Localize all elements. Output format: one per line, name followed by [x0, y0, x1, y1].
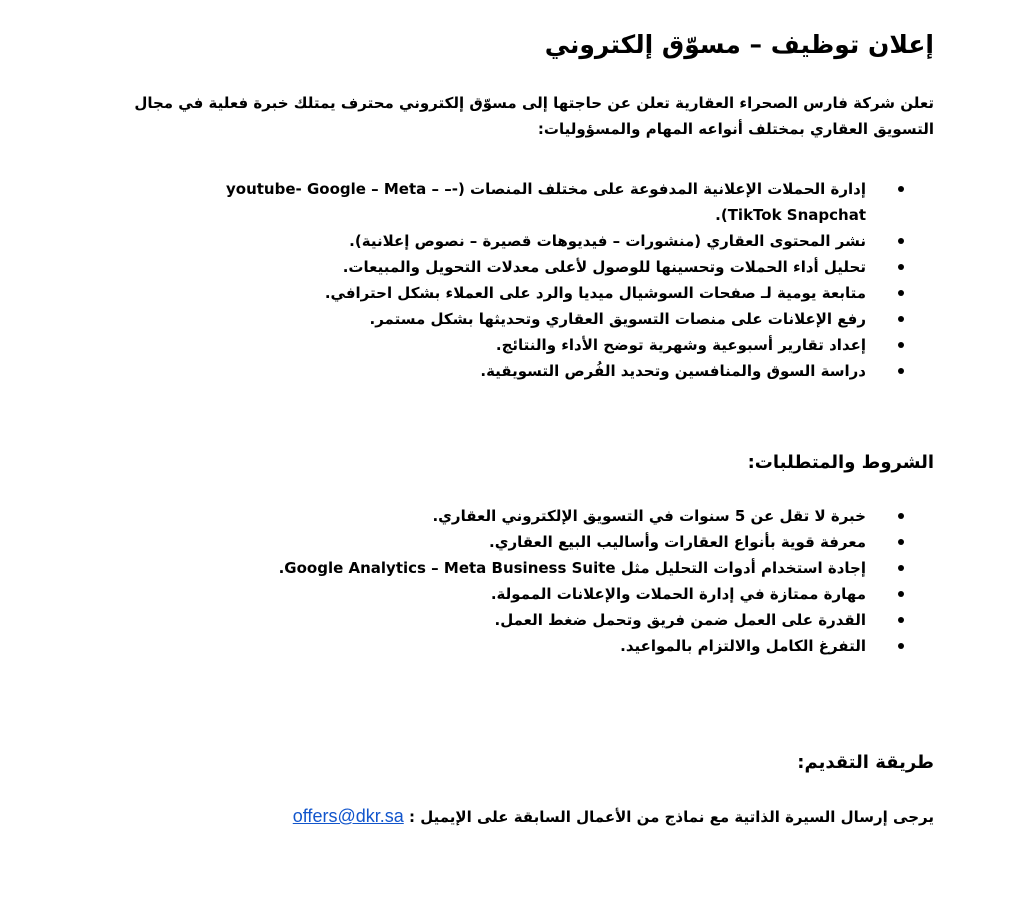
list-item — [176, 280, 904, 306]
apply-heading: طريقة التقديم: — [797, 752, 934, 773]
document-title: إعلان توظيف – مسوّق إلكتروني — [544, 30, 934, 59]
list-item — [279, 633, 904, 659]
bullet-icon — [898, 316, 904, 322]
list-item-text: متابعة يومية لـ صفحات السوشيال ميديا والرد على العملاء بشكل احترافي. — [324, 284, 866, 302]
bullet-icon — [898, 591, 904, 597]
list-item-text: خبرة لا تقل عن 5 سنوات في التسويق الإلكتروني العقاري. — [432, 507, 866, 525]
list-item-text: رفع الإعلانات على منصات التسويق العقاري وتحديثها بشكل مستمر. — [369, 310, 866, 328]
bullet-icon — [898, 643, 904, 649]
bullet-icon — [898, 186, 904, 192]
requirements-list — [279, 503, 904, 659]
list-item-text: إعداد تقارير أسبوعية وشهرية توضح الأداء والنتائج. — [495, 336, 866, 354]
list-item — [279, 555, 904, 581]
list-item-text: مهارة ممتازة في إدارة الحملات والإعلانات الممولة. — [490, 585, 866, 603]
bullet-icon — [898, 264, 904, 270]
list-item — [176, 254, 904, 280]
intro-paragraph: تعلن شركة فارس الصحراء العقارية تعلن عن حاجتها إلى مسوّق إلكتروني محترف يمتلك خبرة فعلية في مجال التسويق العقاري بمختلف أنواعه المهام والمسؤوليات: — [134, 94, 934, 138]
list-item-text: نشر المحتوى العقاري (منشورات – فيديوهات قصيرة – نصوص إعلانية). — [349, 232, 866, 250]
list-item — [176, 332, 904, 358]
tasks-list — [176, 176, 904, 384]
list-item-text: دراسة السوق والمنافسين وتحديد الفُرص التسويقية. — [480, 362, 866, 380]
requirements-heading: الشروط والمتطلبات: — [747, 452, 934, 473]
list-item — [176, 358, 904, 384]
bullet-icon — [898, 513, 904, 519]
list-item — [279, 581, 904, 607]
bullet-icon — [898, 290, 904, 296]
list-item — [279, 529, 904, 555]
list-item — [176, 176, 904, 228]
bullet-icon — [898, 617, 904, 623]
apply-paragraph — [293, 803, 934, 830]
email-link[interactable]: offers@dkr.sa — [292, 806, 404, 826]
list-item-text: التفرغ الكامل والالتزام بالمواعيد. — [620, 637, 866, 655]
bullet-icon — [898, 539, 904, 545]
bullet-icon — [898, 238, 904, 244]
list-item — [279, 607, 904, 633]
list-item-text: القدرة على العمل ضمن فريق وتحمل ضغط العمل. — [494, 611, 866, 629]
bullet-icon — [898, 342, 904, 348]
bullet-icon — [898, 368, 904, 374]
list-item-text: معرفة قوية بأنواع العقارات وأساليب البيع العقاري. — [489, 533, 866, 551]
bullet-icon — [898, 565, 904, 571]
apply-text: يرجى إرسال السيرة الذاتية مع نماذج من الأعمال السابقة على الإيميل : — [408, 808, 934, 826]
list-item-text: إدارة الحملات الإعلانية المدفوعة على مختلف المنصات (-– youtube- Google – Meta – TikTok Snapchat). — [225, 180, 866, 224]
list-item — [176, 228, 904, 254]
list-item — [176, 306, 904, 332]
list-item — [279, 503, 904, 529]
list-item-text: تحليل أداء الحملات وتحسينها للوصول لأعلى معدلات التحويل والمبيعات. — [342, 258, 866, 276]
list-item-text: إجادة استخدام أدوات التحليل مثل Google Analytics – Meta Business Suite. — [278, 559, 866, 577]
